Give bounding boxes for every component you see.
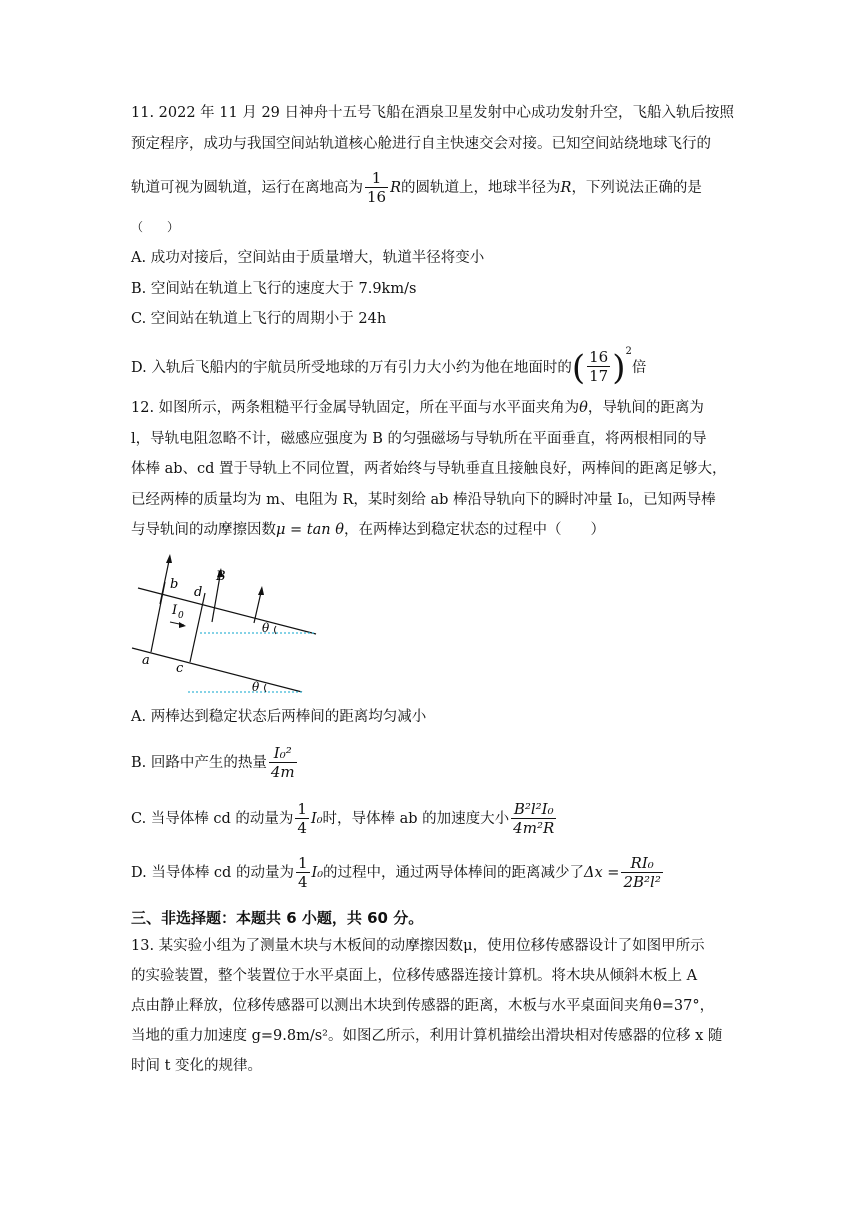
friction-equation: μ = tan θ xyxy=(276,522,344,538)
q13-line3: 点由静止释放，位移传感器可以测出木块到传感器的距离，木板与水平桌面间夹角θ=37°， xyxy=(131,998,715,1014)
arrowhead xyxy=(258,586,264,595)
fraction-numerator: B²l²I₀ xyxy=(511,801,556,819)
arrowhead xyxy=(166,554,172,563)
upper-rail xyxy=(138,588,316,634)
q11-height-fraction xyxy=(365,170,388,207)
q12-option-c xyxy=(131,798,558,840)
q12-option-b-text: B. 回路中产生的热量 xyxy=(131,755,267,771)
fraction-numerator: 1 xyxy=(365,170,388,188)
q11-option-d xyxy=(131,342,646,390)
label-B: B xyxy=(216,569,226,584)
q12-line1-text: 12. 如图所示，两条粗糙平行金属导轨固定，所在平面与水平面夹角为 xyxy=(131,400,580,416)
angle-arc-2 xyxy=(265,684,267,692)
q11-ratio-fraction xyxy=(587,349,610,386)
label-a: a xyxy=(142,653,150,668)
q11-line2: 预定程序，成功与我国空间站轨道核心舱进行自主快速交会对接。已知空间站绕地球飞行的 xyxy=(131,136,711,152)
q12-line5-tail: ，在两棒达到稳定状态的过程中（ ） xyxy=(343,522,605,538)
quarter-fraction xyxy=(295,801,309,838)
q11-option-b: B. 空间站在轨道上飞行的速度大于 7.9km/s xyxy=(131,281,417,297)
q11-line3 xyxy=(131,168,702,208)
theta-symbol: θ xyxy=(579,400,588,416)
q12-line5-text: 与导轨间的动摩擦因数 xyxy=(131,522,276,538)
acceleration-fraction xyxy=(511,801,556,838)
q11-line3-text2: 的圆轨道上，地球半径为 xyxy=(401,180,561,196)
q11-option-d-text: D. 入轨后飞船内的宇航员所受地球的万有引力大小约为他在地面时的 xyxy=(131,359,572,376)
q11-option-a: A. 成功对接后，空间站由于质量增大，轨道半径将变小 xyxy=(131,250,485,266)
distance-fraction xyxy=(621,855,662,892)
radius-symbol-2: R xyxy=(560,180,572,196)
label-theta-1: θ xyxy=(262,621,270,635)
fraction-numerator: 16 xyxy=(589,348,609,367)
impulse-symbol: I₀ xyxy=(310,811,323,827)
label-I0-sub: 0 xyxy=(178,611,184,621)
label-theta-2: θ xyxy=(252,680,260,694)
q11-line3-text3: ，下列说法正确的是 xyxy=(571,180,702,196)
fraction-denominator: 4m²R xyxy=(513,818,555,837)
q13-line4: 当地的重力加速度 g=9.8m/s²。如图乙所示，利用计算机描绘出滑块相对传感器的位移 x 随 xyxy=(131,1028,723,1044)
q13-line5: 时间 t 变化的规律。 xyxy=(131,1058,263,1074)
fraction-numerator: RI₀ xyxy=(621,855,662,873)
heat-fraction xyxy=(269,745,297,782)
q11-line3-text: 轨道可视为圆轨道，运行在离地高为 xyxy=(131,180,363,196)
delta-x: Δx = xyxy=(584,865,620,881)
q12-option-b xyxy=(131,742,299,784)
fraction-denominator: 17 xyxy=(589,367,609,386)
q12-line1 xyxy=(131,398,704,418)
q11-answer-blank: （ ） xyxy=(131,220,180,234)
label-b: b xyxy=(170,577,179,592)
fraction-denominator: 4 xyxy=(297,872,308,891)
impulse-symbol: I₀ xyxy=(311,865,324,881)
q12-option-d-text: D. 当导体棒 cd 的动量为 xyxy=(131,865,294,881)
q13-line2: 的实验装置，整个装置位于水平桌面上，位移传感器连接计算机。将木块从倾斜木板上 A xyxy=(131,968,698,984)
angle-arc-1 xyxy=(275,626,277,634)
label-d: d xyxy=(194,585,203,600)
q12-line4: 已经两棒的质量均为 m、电阻为 R，某时刻给 ab 棒沿导轨向下的瞬时冲量 I₀，已知两导棒 xyxy=(131,492,716,508)
fraction-denominator: 2B²l² xyxy=(623,872,661,891)
q12-line5 xyxy=(131,520,605,540)
label-I0: I xyxy=(172,603,178,618)
q12-option-d-mid: 的过程中，通过两导体棒间的距离减少了 xyxy=(323,865,585,881)
label-c: c xyxy=(176,661,184,676)
section-heading: 三、非选择题：本题共 6 小题，共 60 分。 xyxy=(131,909,424,927)
radius-symbol: R xyxy=(390,180,402,196)
q12-line1-tail: ，导轨间的距离为 xyxy=(587,400,704,416)
left-paren: ( xyxy=(571,347,586,388)
lower-rail xyxy=(132,648,302,692)
fraction-numerator: 1 xyxy=(297,853,308,872)
field-arrow-1 xyxy=(160,556,170,604)
quarter-fraction xyxy=(296,855,310,892)
arrowhead xyxy=(179,622,186,628)
q12-option-c-mid: 时，导体棒 ab 的加速度大小 xyxy=(322,811,510,827)
q11-line1: 11. 2022 年 11 月 29 日神舟十五号飞船在酒泉卫星发射中心成功发射升空，飞船入轨后按照 xyxy=(131,105,735,121)
fraction-numerator: 1 xyxy=(297,799,307,818)
q12-option-d xyxy=(131,852,665,894)
exponent: 2 xyxy=(625,346,632,357)
q13-line1: 13. 某实验小组为了测量木块与木板间的动摩擦因数μ，使用位移传感器设计了如图甲所示 xyxy=(131,938,705,954)
q12-option-a: A. 两棒达到稳定状态后两棒间的距离均匀减小 xyxy=(131,709,427,725)
q11-option-d-tail: 倍 xyxy=(631,359,647,376)
fraction-denominator: 16 xyxy=(367,187,387,206)
fraction-denominator: 4m xyxy=(270,762,295,781)
q11-option-c: C. 空间站在轨道上飞行的周期小于 24h xyxy=(131,311,387,327)
q12-rail-figure xyxy=(128,548,318,698)
fraction-numerator: I₀² xyxy=(269,745,297,763)
q12-line3: 体棒 ab、cd 置于导轨上不同位置，两者始终与导轨垂直且接触良好，两棒间的距离足够大， xyxy=(131,461,727,477)
fraction-denominator: 4 xyxy=(297,818,307,837)
q12-line2: l，导轨电阻忽略不计，磁感应强度为 B 的匀强磁场与导轨所在平面垂直，将两根相同的导 xyxy=(131,431,707,447)
right-paren: ) xyxy=(612,347,626,388)
q12-option-c-text: C. 当导体棒 cd 的动量为 xyxy=(131,811,294,827)
